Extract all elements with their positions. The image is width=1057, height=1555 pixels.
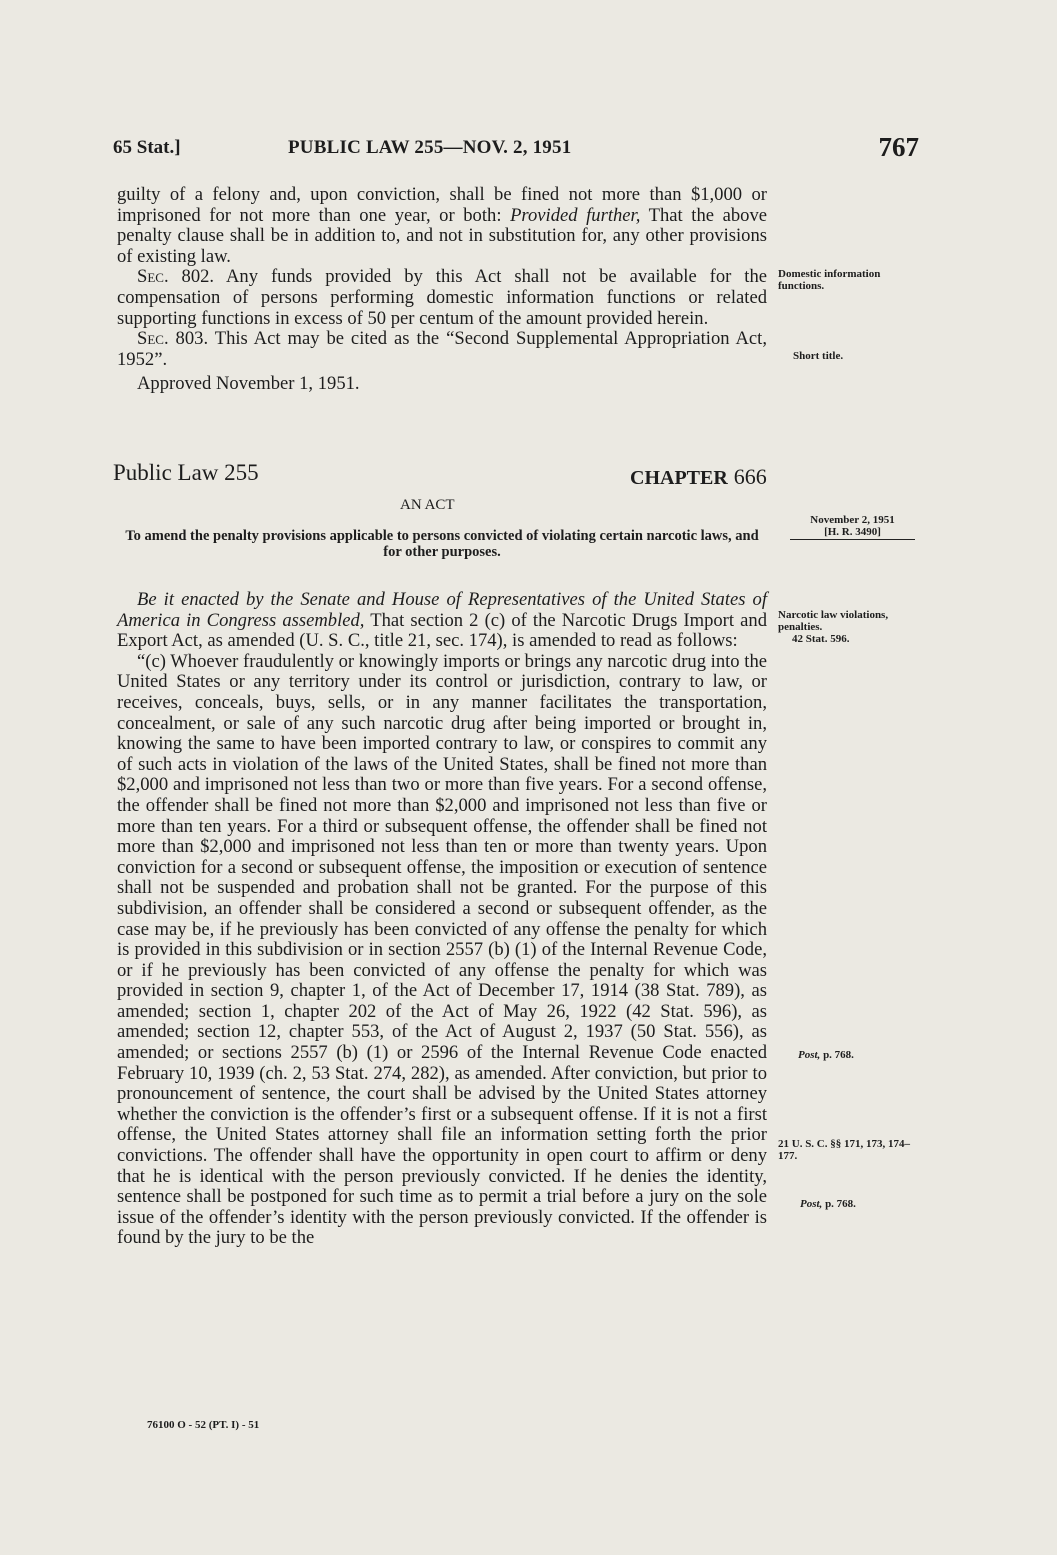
approved-date: Approved November 1, 1951.: [137, 373, 360, 395]
chapter-heading: CHAPTER 666: [630, 464, 767, 489]
section-802: Sec. 802. Any funds provided by this Act shall not be available for the compensation of persons performing domestic information functions or related supporting functions in excess of 50 per centum of the amount provided herein.: [117, 266, 767, 329]
section-803: Sec. 803. This Act may be cited as the “Second Supplemental Appropriation Act, 1952”.: [117, 328, 767, 370]
act-purpose: To amend the penalty provisions applicable to persons convicted of violating certain narcotic laws, and for other purposes.: [125, 528, 759, 560]
margin-note-narcotic: Narcotic law violations, penalties. 42 Stat. 596.: [778, 609, 889, 645]
margin-note-post-2: Post, p. 768.: [800, 1198, 856, 1210]
an-act-heading: AN ACT: [400, 497, 455, 513]
margin-note-usc: 21 U. S. C. §§ 171, 173, 174–177.: [778, 1138, 911, 1162]
margin-note-short-title: Short title.: [793, 350, 844, 362]
section-label: Sec. 802.: [137, 266, 215, 288]
top-text-block: [117, 185, 767, 395]
subsection-c: “(c) Whoever fraudulently or knowingly imports or brings any narcotic drug into the United States or any territory under its control or jurisdiction, contrary to law, or receives, conceals, buys, sells, or in any manner facilitates the transportation, concealment, or sale of any such narcotic drug after being imported or brought in, knowing the same to have been imported contrary to law, or conspires to commit any of such acts in violation of the laws of the United States, shall be fined not more than $2,000 and imprisoned not less than two or more than five years. For a second offense, the offender shall be fined not more than $2,000 and imprisoned not less than five or more than ten years. For a third or subsequent offense, the offender shall be fined not more than $2,000 and imprisoned not less than ten or more than twenty years. Upon conviction for a second or subsequent offense, the imposition or execution of sentence shall not be suspended and probation shall not be granted. For the purpose of this subdivision, an offender shall be considered a second or subsequent offender, as the case may be, if he previously has been convicted of any offense the penalty for which is provided in this subdivision or in section 2557 (b) (1) of the Internal Revenue Code, or if he previously has been convicted of any offense the penalty for which was provided in section 9, chapter 1, of the Act of December 17, 1914 (38 Stat. 789), as amended; section 1, chapter 202 of the Act of May 26, 1922 (42 Stat. 596), as amended; section 12, chapter 553, of the Act of August 2, 1937 (50 Stat. 556), as amended; or sections 2557 (b) (1) or 2596 of the Internal Revenue Code enacted February 10, 1939 (ch. 2, 53 Stat. 274, 282), as amended. After conviction, but prior to pronouncement of sentence, the court shall be advised by the United States attorney whether the conviction is the offender’s first or a subsequent offense. If it is not a first offense, the United States attorney shall file an information setting forth the prior convictions. The offender shall have the opportunity in open court to affirm or deny that he is identical with the person previously convicted. If he denies the identity, sentence shall be postponed for such time as to permit a trial before a jury on the sole issue of the offender’s identity with the person previously convicted. If the offender is found by the jury to be the: [117, 650, 767, 1249]
running-head-title: PUBLIC LAW 255—NOV. 2, 1951: [288, 137, 572, 158]
margin-note-date: November 2, 1951 [H. R. 3490]: [790, 514, 915, 540]
enacting-clause: Be it enacted by the Senate and House of Representatives of the United States of America in Congress assembled, That section 2 (c) of the Narcotic Drugs Import and Export Act, as amended (U. S. C., title 21, sec. 174), is amended to read as follows:: [117, 589, 767, 652]
margin-note-domestic: Domestic information functions.: [778, 268, 881, 292]
public-law-title: Public Law 255: [113, 460, 259, 485]
divider: [790, 539, 915, 540]
margin-note-post-1: Post, p. 768.: [798, 1049, 854, 1061]
bill-number: [H. R. 3490]: [824, 526, 881, 538]
running-head-volume: 65 Stat.]: [113, 137, 181, 158]
main-text-block: [117, 590, 767, 1249]
print-code-footer: 76100 O - 52 (PT. I) - 51: [147, 1419, 260, 1431]
section-label: Sec. 803.: [137, 328, 209, 350]
chapter-number: 666: [733, 464, 767, 489]
paragraph-continuation: guilty of a felony and, upon conviction, shall be fined not more than $1,000 or imprisoned for not more than one year, or both: Provided further, That the above penalty clause shall be in addition to, and not in substitution for, any other provisions of existing law.: [117, 184, 767, 267]
page-number: 767: [878, 132, 919, 162]
